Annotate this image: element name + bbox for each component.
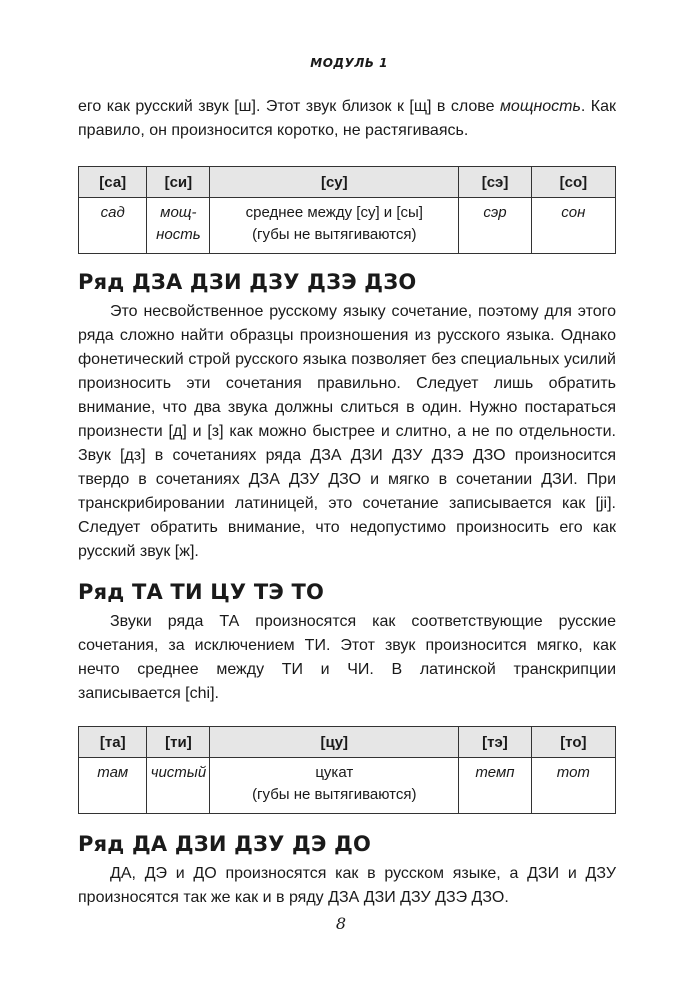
example-cell: сад: [79, 198, 147, 254]
example-cell: мощ- ность: [147, 198, 210, 254]
header-cell: [то]: [531, 727, 615, 758]
example-cell: там: [79, 758, 147, 814]
intro-italic-word: мощность: [499, 98, 581, 115]
section-da-paragraph: ДА, ДЭ и ДО произносятся как в русском языке, а ДЗИ и ДЗУ произносятся так же как и в ряду ДЗА ДЗИ ДЗУ ДЗЭ ДЗО.: [78, 865, 616, 906]
intro-text-before: его как русский звук [ш]. Этот звук близок к [щ] в слове: [78, 98, 500, 115]
table-row: [79, 758, 616, 814]
example-cell: сон: [531, 198, 615, 254]
example-cell: чистый: [147, 758, 210, 814]
header-cell: [та]: [79, 727, 147, 758]
section-ta-paragraph: Звуки ряда ТА произносятся как соответствующие русские сочетания, за исключением ТИ. Этот звук произносится мягко, как нечто среднее между ТИ и ЧИ. В латинской транскрипции записывается [chi].: [78, 613, 616, 702]
header-cell: [со]: [531, 167, 615, 198]
example-cell: сэр: [459, 198, 531, 254]
running-title: МОДУЛЬ 1: [310, 56, 388, 70]
intro-paragraph: [78, 95, 616, 143]
table-row: [79, 198, 616, 254]
table-ta-row: [78, 726, 616, 814]
example-cell: темп: [459, 758, 532, 814]
example-cell: цукат (губы не вытягиваются): [210, 758, 459, 814]
intro-text-after: . Как правило, он произносится коротко, не растягиваясь.: [78, 98, 617, 139]
header-cell: [си]: [147, 167, 210, 198]
header-cell: [са]: [79, 167, 147, 198]
header-cell: [су]: [210, 167, 459, 198]
page-number: 8: [335, 914, 347, 933]
header-cell: [цу]: [210, 727, 459, 758]
header-cell: [ти]: [147, 727, 210, 758]
section-title-da: Ряд ДА ДЗИ ДЗУ ДЭ ДО: [78, 832, 372, 856]
table-sa-row: [78, 166, 616, 254]
example-cell: тот: [531, 758, 615, 814]
section-title-dza: Ряд ДЗА ДЗИ ДЗУ ДЗЭ ДЗО: [78, 270, 417, 294]
example-cell: среднее между [су] и [сы] (губы не вытягиваются): [210, 198, 459, 254]
header-cell: [тэ]: [459, 727, 532, 758]
table-header-row: [79, 727, 616, 758]
section-title-ta: Ряд ТА ТИ ЦУ ТЭ ТО: [78, 580, 325, 604]
section-dza-paragraph: Это несвойственное русскому языку сочетание, поэтому для этого ряда сложно найти образцы произношения из русского языка. Однако фонетический строй русского языка позволяет без специальных усилий произносить эти сочетания правильно. Следует лишь обратить внимание, что два звука должны слиться в один. Нужно постараться произнести [д] и [з] как можно быстрее и слитно, а не по отдельности. Звук [дз] в сочетаниях ряда ДЗА ДЗИ ДЗУ ДЗЭ ДЗО произносится твердо в сочетаниях ДЗА ДЗУ ДЗО и мягко в сочетании ДЗИ. При транскрибировании латиницей, это сочетание записывается как [ji]. Следует обратить внимание, что недопустимо произносить его как русский звук [ж].: [78, 303, 616, 560]
header-cell: [сэ]: [459, 167, 531, 198]
page-content: [78, 95, 616, 910]
table-header-row: [79, 167, 616, 198]
